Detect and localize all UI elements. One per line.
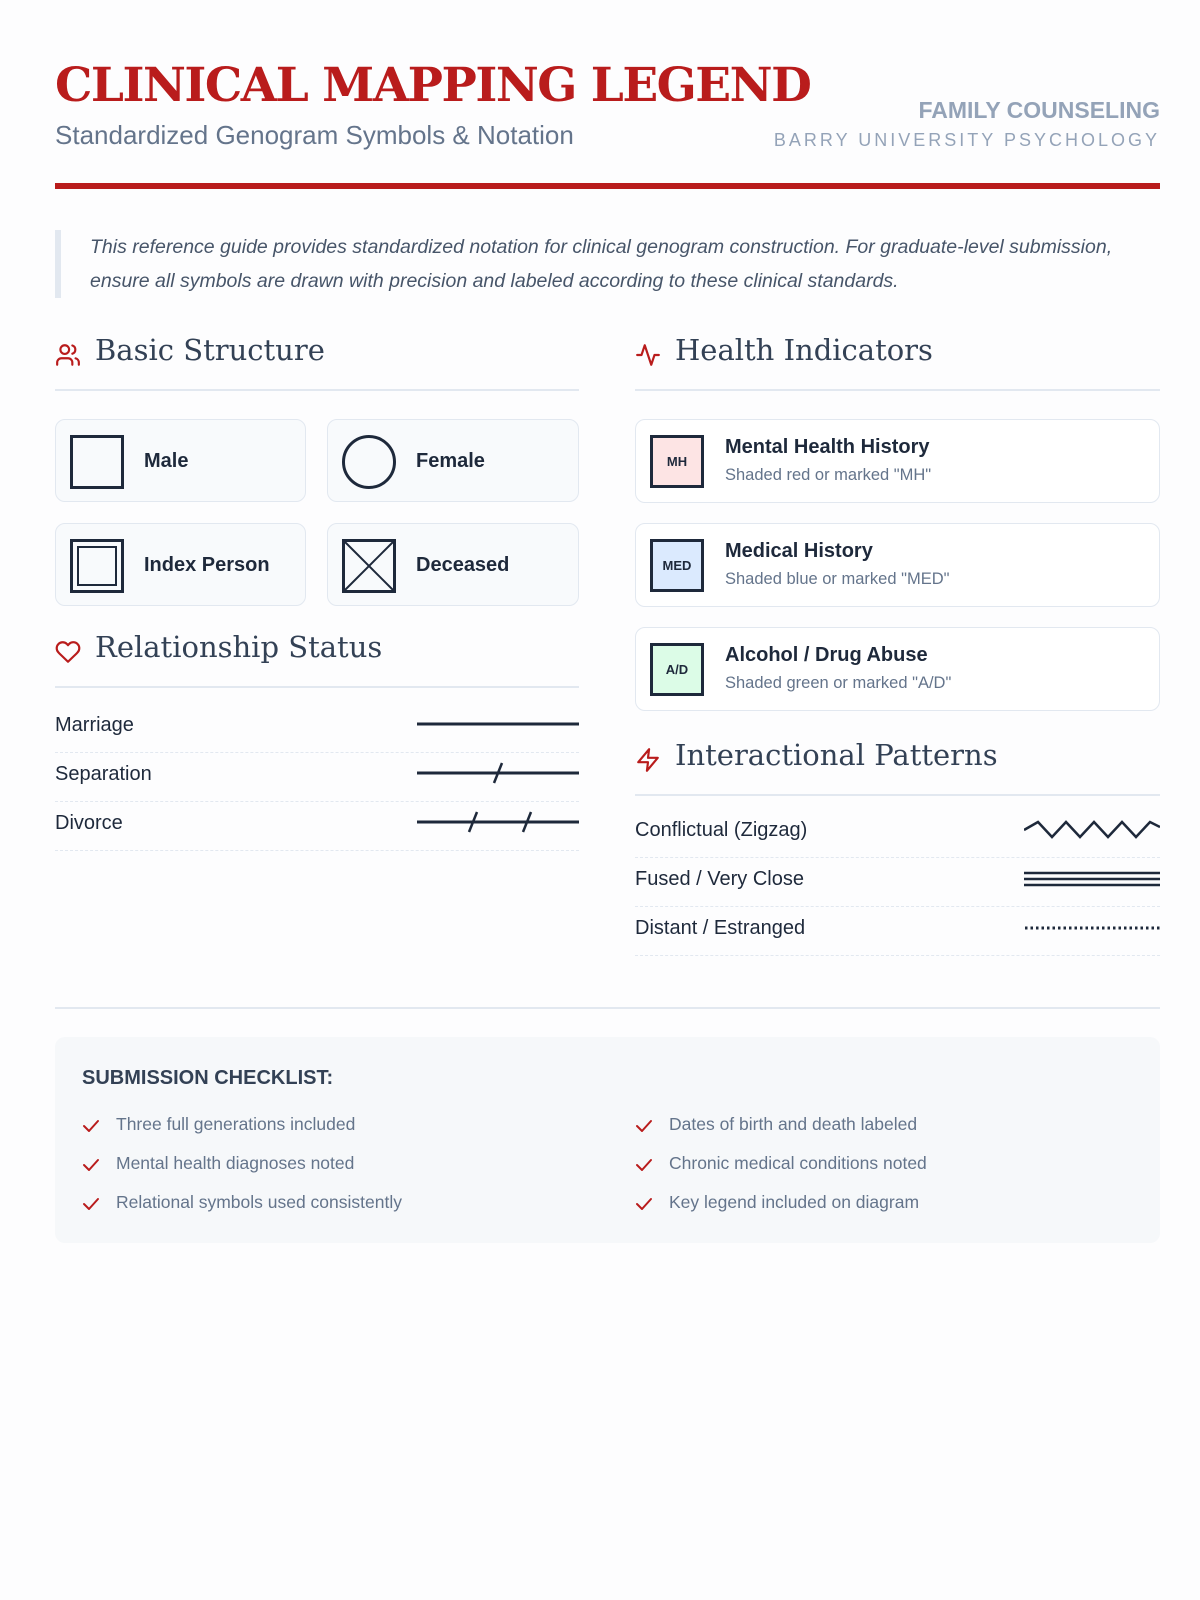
health-description: Shaded blue or marked "MED" bbox=[725, 570, 950, 588]
checklist-text: Mental health diagnoses noted bbox=[116, 1153, 355, 1173]
heart-icon bbox=[55, 639, 81, 665]
checklist-title: SUBMISSION CHECKLIST: bbox=[82, 1067, 334, 1089]
checkmark-icon bbox=[635, 1118, 653, 1134]
checkmark-icon bbox=[635, 1196, 653, 1212]
checklist-text: Key legend included on diagram bbox=[669, 1192, 920, 1212]
checkmark-icon bbox=[635, 1157, 653, 1173]
section-title: Interactional Patterns bbox=[675, 738, 998, 772]
page-title: CLINICAL MAPPING LEGEND bbox=[55, 58, 811, 113]
divorce-line-icon bbox=[417, 810, 579, 834]
mh-symbol-box: MH bbox=[650, 435, 704, 488]
pattern-row-distant bbox=[635, 907, 1160, 956]
relationship-label: Separation bbox=[55, 763, 152, 785]
section-divider bbox=[55, 1007, 1160, 1009]
basic-structure-heading bbox=[55, 333, 579, 391]
male-square-icon bbox=[70, 435, 124, 489]
checkmark-icon bbox=[82, 1196, 100, 1212]
ad-symbol-box: A/D bbox=[650, 643, 704, 696]
header-divider bbox=[55, 183, 1160, 189]
separation-line-icon bbox=[417, 761, 579, 785]
relationship-label: Divorce bbox=[55, 812, 123, 834]
health-card-mental-health bbox=[635, 419, 1160, 503]
triple-line-icon bbox=[1024, 866, 1160, 892]
department-label: FAMILY COUNSELING bbox=[918, 97, 1160, 123]
symbol-card-index-person bbox=[55, 523, 306, 606]
relationship-row-separation bbox=[55, 753, 579, 802]
checklist-text: Chronic medical conditions noted bbox=[669, 1153, 927, 1173]
health-indicators-heading bbox=[635, 333, 1160, 391]
pattern-label: Fused / Very Close bbox=[635, 868, 804, 890]
lightning-icon bbox=[635, 747, 661, 773]
users-icon bbox=[55, 342, 81, 368]
pattern-label: Distant / Estranged bbox=[635, 917, 806, 939]
health-title: Alcohol / Drug Abuse bbox=[725, 644, 928, 666]
marriage-line-icon bbox=[417, 712, 579, 736]
checklist-text: Dates of birth and death labeled bbox=[669, 1114, 918, 1134]
activity-pulse-icon bbox=[635, 342, 661, 368]
health-card-medical bbox=[635, 523, 1160, 607]
symbol-card-male bbox=[55, 419, 306, 502]
symbol-label: Deceased bbox=[416, 554, 510, 576]
relationship-status-heading bbox=[55, 630, 579, 688]
deceased-crossed-square-icon bbox=[342, 539, 396, 593]
pattern-row-conflictual bbox=[635, 809, 1160, 858]
interactional-patterns-heading bbox=[635, 738, 1160, 796]
health-card-alcohol-drug bbox=[635, 627, 1160, 711]
health-title: Mental Health History bbox=[725, 436, 930, 458]
checkmark-icon bbox=[82, 1118, 100, 1134]
symbol-label: Male bbox=[144, 450, 189, 472]
dotted-line-icon bbox=[1024, 915, 1160, 941]
section-title: Health Indicators bbox=[675, 333, 933, 367]
med-symbol-box: MED bbox=[650, 539, 704, 592]
relationship-row-marriage bbox=[55, 704, 579, 753]
institution-label: BARRY UNIVERSITY PSYCHOLOGY bbox=[773, 130, 1160, 150]
section-title: Basic Structure bbox=[95, 333, 325, 367]
index-double-square-icon bbox=[70, 539, 124, 593]
checkmark-icon bbox=[82, 1157, 100, 1173]
symbol-card-female bbox=[327, 419, 579, 502]
health-title: Medical History bbox=[725, 540, 873, 562]
relationship-label: Marriage bbox=[55, 714, 134, 736]
health-description: Shaded red or marked "MH" bbox=[725, 466, 932, 484]
page-subtitle: Standardized Genogram Symbols & Notation bbox=[55, 120, 574, 150]
symbol-label: Index Person bbox=[144, 554, 270, 576]
female-circle-icon bbox=[342, 435, 396, 489]
health-description: Shaded green or marked "A/D" bbox=[725, 674, 952, 692]
pattern-row-fused bbox=[635, 858, 1160, 907]
relationship-row-divorce bbox=[55, 802, 579, 851]
checklist-text: Three full generations included bbox=[116, 1114, 356, 1134]
symbol-label: Female bbox=[416, 450, 485, 472]
checklist-text: Relational symbols used consistently bbox=[116, 1192, 402, 1212]
submission-checklist bbox=[55, 1037, 1160, 1243]
symbol-card-deceased bbox=[327, 523, 579, 606]
pattern-label: Conflictual (Zigzag) bbox=[635, 819, 808, 841]
section-title: Relationship Status bbox=[95, 630, 383, 664]
zigzag-line-icon bbox=[1024, 817, 1160, 843]
intro-note: This reference guide provides standardized notation for clinical genogram construction. For graduate-level submission, ensure all symbols are drawn with precision and labeled according to these clinical standards. bbox=[55, 230, 1160, 298]
